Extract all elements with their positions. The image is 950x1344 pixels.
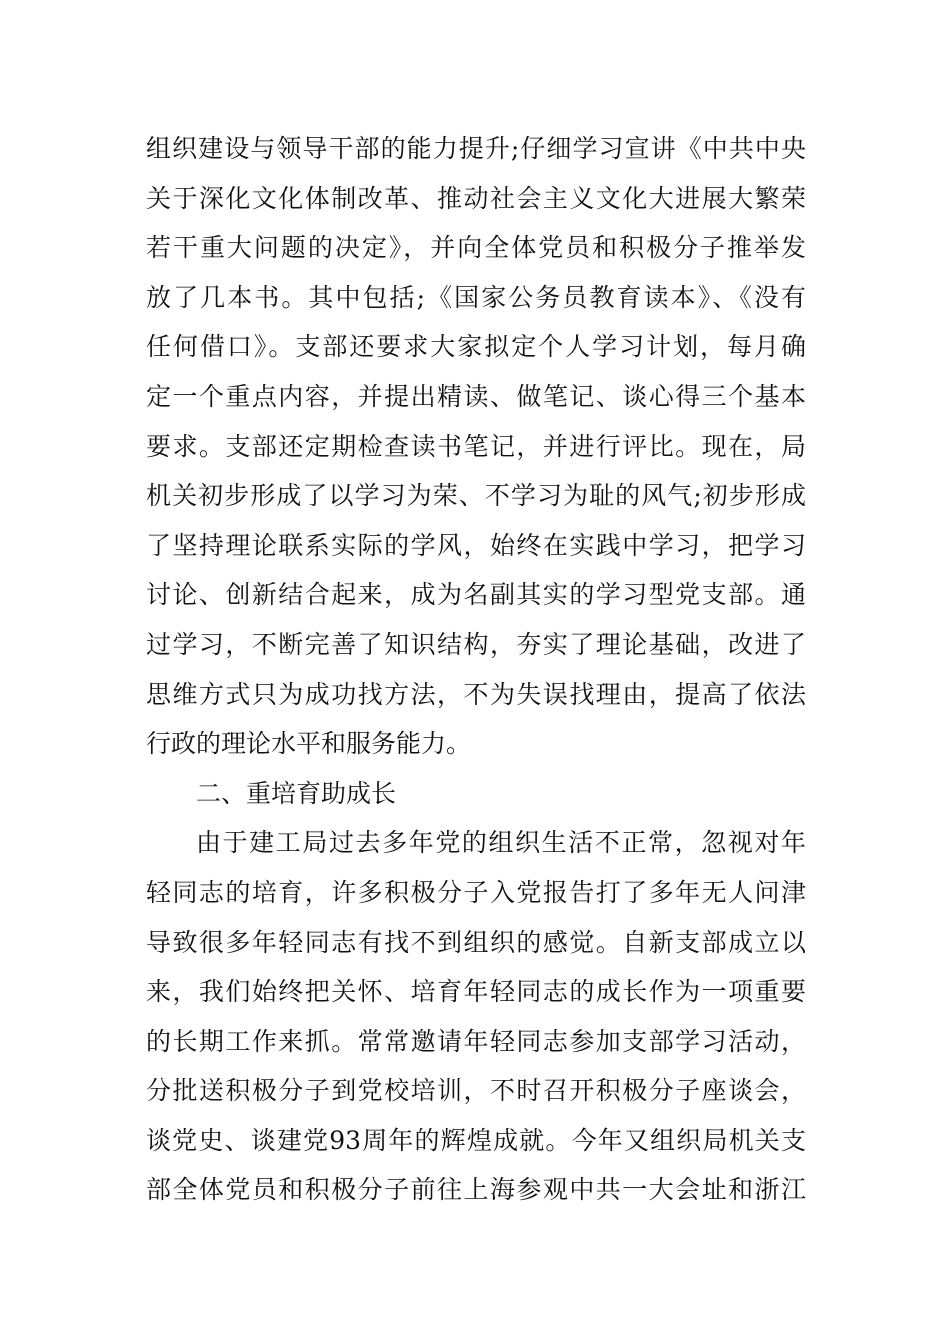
text-line: 机关初步形成了以学习为荣、不学习为耻的风气;初步形成 (146, 481, 806, 511)
text-line: 任何借口》。支部还要求大家拟定个人学习计划，每月确 (146, 332, 806, 362)
document-body (146, 124, 806, 1215)
text-line: 分批送积极分子到党校培训，不时召开积极分子座谈会， (146, 1076, 806, 1106)
text-line: 过学习，不断完善了知识结构，夯实了理论基础，改进了 (146, 629, 806, 659)
text-line: 思维方式只为成功找方法，不为失误找理由，提高了依法 (146, 679, 806, 709)
text-line: 定一个重点内容，并提出精读、做笔记、谈心得三个基本 (146, 381, 806, 411)
text-line: 放了几本书。其中包括;《国家公务员教育读本》、《没有 (146, 282, 806, 312)
text-line: 组织建设与领导干部的能力提升;仔细学习宣讲《中共中央 (146, 134, 806, 163)
text-line: 关于深化文化体制改革、推动社会主义文化大进展大繁荣 (146, 183, 806, 213)
text-line: 来，我们始终把关怀、培育年轻同志的成长作为一项重要 (146, 977, 806, 1007)
text-line: 行政的理论水平和服务能力。 (146, 729, 472, 759)
text-line: 谈党史、谈建党93周年的辉煌成就。今年又组织局机关支 (146, 1125, 806, 1155)
text-line: 部全体党员和积极分子前往上海参观中共一大会址和浙江 (146, 1175, 806, 1205)
text-line: 了坚持理论联系实际的学风，始终在实践中学习，把学习 (146, 530, 806, 560)
text-line: 的长期工作来抓。常常邀请年轻同志参加支部学习活动， (146, 1026, 806, 1056)
text-line: 讨论、创新结合起来，成为名副其实的学习型党支部。通 (146, 580, 806, 610)
text-line: 由于建工局过去多年党的组织生活不正常，忽视对年 (196, 828, 806, 858)
text-line: 轻同志的培育，许多积极分子入党报告打了多年无人问津 (146, 877, 806, 907)
text-line: 导致很多年轻同志有找不到组织的感觉。自新支部成立以 (146, 927, 806, 957)
section-heading: 二、重培育助成长 (196, 778, 397, 808)
text-line: 要求。支部还定期检查读书笔记，并进行评比。现在，局 (146, 431, 806, 461)
text-line: 若干重大问题的决定》，并向全体党员和积极分子推举发 (146, 233, 806, 263)
